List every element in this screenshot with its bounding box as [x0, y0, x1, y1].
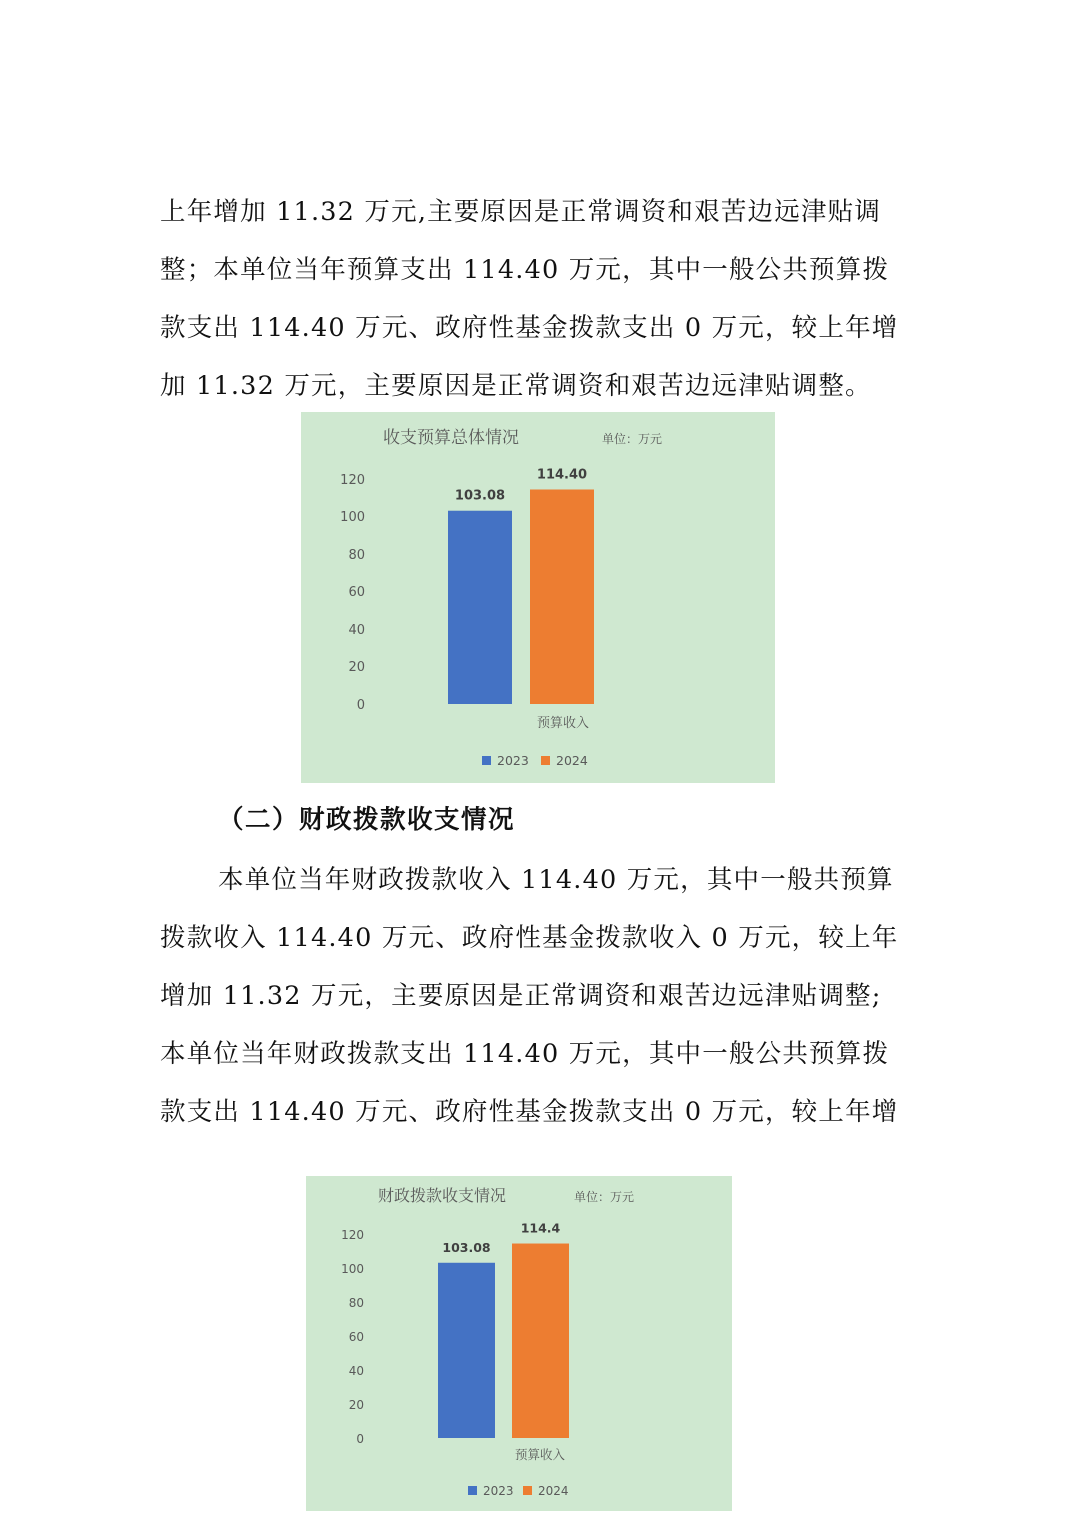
legend — [468, 1484, 569, 1498]
section-heading: （二）财政拨款收支情况 — [218, 805, 516, 835]
text-line: 拨款收入 114.40 万元、政府性基金拨款收入 0 万元，较上年 — [160, 923, 899, 953]
legend-label-2024: 2024 — [538, 1484, 569, 1498]
data-label-2024: 114.40 — [536, 467, 588, 483]
bar-2023 — [448, 511, 512, 704]
text-line: 增加 11.32 万元，主要原因是正常调资和艰苦边远津贴调整; — [160, 981, 882, 1011]
data-label-2023: 103.08 — [454, 488, 506, 504]
text-line: 整；本单位当年预算支出 114.40 万元，其中一般公共预算拨 — [160, 255, 890, 285]
text-line: 上年增加 11.32 万元,主要原因是正常调资和艰苦边远津贴调 — [160, 197, 882, 227]
y-tick-label: 20 — [348, 1398, 364, 1412]
y-tick-label: 80 — [348, 1296, 364, 1310]
paragraph-fiscal-appropriation — [160, 851, 926, 1141]
x-category-label: 预算收入 — [514, 1447, 566, 1462]
y-tick-label: 0 — [356, 1432, 364, 1446]
legend-swatch-2023 — [482, 756, 491, 765]
bar-2024 — [530, 490, 594, 705]
y-tick-label: 80 — [348, 548, 365, 563]
chart-unit-label: 单位：万元 — [574, 1190, 635, 1204]
text-line: 款支出 114.40 万元、政府性基金拨款支出 0 万元，较上年增 — [160, 1097, 899, 1127]
data-label-2024: 114.4 — [520, 1220, 561, 1236]
y-axis — [340, 473, 365, 713]
legend-swatch-2024 — [541, 756, 550, 765]
chart-svg — [306, 1176, 732, 1511]
y-tick-label: 40 — [348, 1364, 364, 1378]
y-tick-label: 120 — [341, 1228, 364, 1242]
chart-svg — [301, 412, 775, 783]
x-category-label: 预算收入 — [536, 716, 590, 731]
legend-label-2023: 2023 — [483, 1484, 514, 1498]
y-tick-label: 40 — [348, 623, 365, 638]
chart-fiscal-appropriation — [306, 1176, 732, 1511]
chart-title: 财政拨款收支情况 — [378, 1186, 507, 1205]
legend-label-2023: 2023 — [497, 753, 529, 768]
bar-2023 — [438, 1263, 495, 1438]
y-tick-label: 100 — [341, 1262, 364, 1276]
y-tick-label: 60 — [348, 585, 365, 600]
legend-label-2024: 2024 — [556, 753, 588, 768]
chart-title: 收支预算总体情况 — [383, 428, 519, 448]
text-line: 加 11.32 万元，主要原因是正常调资和艰苦边远津贴调整。 — [160, 371, 872, 401]
legend-swatch-2023 — [468, 1486, 477, 1495]
y-axis — [341, 1228, 364, 1446]
legend — [482, 753, 588, 768]
y-tick-label: 100 — [340, 510, 365, 525]
paragraph-budget-summary — [160, 183, 926, 415]
chart-unit-label: 单位：万元 — [602, 432, 663, 446]
text-line: 本单位当年财政拨款收入 114.40 万元，其中一般共预算 — [218, 865, 894, 895]
data-label-2023: 103.08 — [442, 1239, 491, 1255]
text-line: 本单位当年财政拨款支出 114.40 万元，其中一般公共预算拨 — [160, 1039, 890, 1069]
text-line: 款支出 114.40 万元、政府性基金拨款支出 0 万元，较上年增 — [160, 313, 899, 343]
legend-swatch-2024 — [523, 1486, 532, 1495]
y-tick-label: 120 — [340, 473, 365, 488]
y-tick-label: 60 — [348, 1330, 364, 1344]
y-tick-label: 20 — [348, 660, 365, 675]
chart-budget-overview — [301, 412, 775, 783]
y-tick-label: 0 — [356, 698, 365, 713]
bar-2024 — [512, 1244, 569, 1438]
